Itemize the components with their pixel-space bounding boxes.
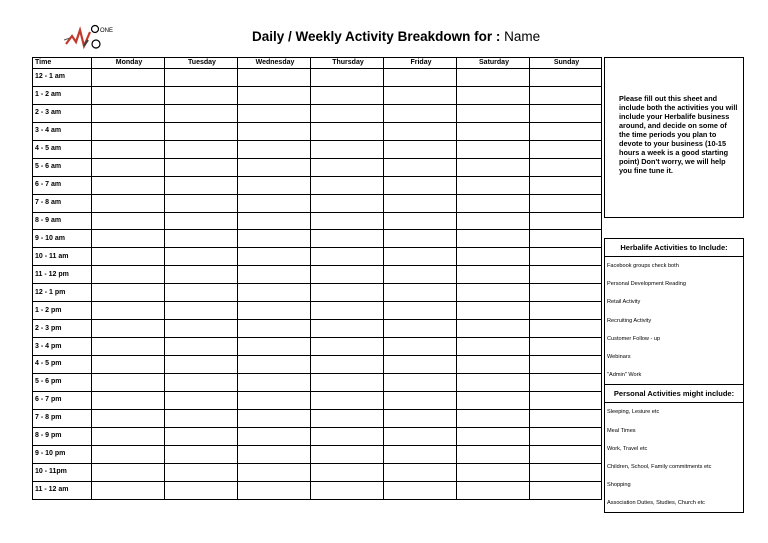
time-slot-label: 1 - 2 pm <box>33 302 92 320</box>
schedule-cell-tuesday[interactable] <box>165 463 238 481</box>
schedule-cell-saturday[interactable] <box>457 445 530 463</box>
herbalife-activity-item: Facebook groups check both <box>607 263 679 269</box>
schedule-cell-thursday[interactable] <box>311 122 384 140</box>
schedule-cell-wednesday[interactable] <box>238 176 311 194</box>
schedule-cell-friday[interactable] <box>384 356 457 374</box>
schedule-cell-sunday[interactable] <box>530 302 602 320</box>
schedule-cell-thursday[interactable] <box>311 266 384 284</box>
schedule-cell-saturday[interactable] <box>457 409 530 427</box>
schedule-cell-monday[interactable] <box>92 338 165 356</box>
schedule-cell-saturday[interactable] <box>457 140 530 158</box>
schedule-cell-wednesday[interactable] <box>238 69 311 87</box>
schedule-cell-monday[interactable] <box>92 104 165 122</box>
time-slot-label: 7 - 8 am <box>33 194 92 212</box>
table-row <box>33 104 602 122</box>
table-row <box>33 373 602 391</box>
schedule-cell-wednesday[interactable] <box>238 320 311 338</box>
schedule-cell-thursday[interactable] <box>311 158 384 176</box>
schedule-cell-wednesday[interactable] <box>238 212 311 230</box>
logo-text: ONE <box>100 28 114 34</box>
schedule-cell-monday[interactable] <box>92 176 165 194</box>
table-row <box>33 248 602 266</box>
schedule-cell-tuesday[interactable] <box>165 391 238 409</box>
schedule-cell-tuesday[interactable] <box>165 69 238 87</box>
schedule-cell-saturday[interactable] <box>457 230 530 248</box>
time-slot-label: 3 - 4 am <box>33 122 92 140</box>
herbalife-activity-item: Customer Follow - up <box>607 335 661 342</box>
schedule-cell-saturday[interactable] <box>457 320 530 338</box>
table-row <box>33 481 602 499</box>
schedule-cell-sunday[interactable] <box>530 320 602 338</box>
schedule-cell-saturday[interactable] <box>457 338 530 356</box>
schedule-cell-wednesday[interactable] <box>238 230 311 248</box>
schedule-cell-friday[interactable] <box>384 320 457 338</box>
schedule-cell-saturday[interactable] <box>457 356 530 374</box>
schedule-cell-monday[interactable] <box>92 302 165 320</box>
schedule-cell-thursday[interactable] <box>311 230 384 248</box>
schedule-cell-tuesday[interactable] <box>165 158 238 176</box>
table-row <box>33 409 602 427</box>
schedule-cell-wednesday[interactable] <box>238 194 311 212</box>
schedule-cell-sunday[interactable] <box>530 176 602 194</box>
schedule-cell-tuesday[interactable] <box>165 104 238 122</box>
table-row <box>33 463 602 481</box>
schedule-cell-friday[interactable] <box>384 266 457 284</box>
schedule-cell-sunday[interactable] <box>530 212 602 230</box>
schedule-cell-thursday[interactable] <box>311 140 384 158</box>
schedule-cell-thursday[interactable] <box>311 104 384 122</box>
schedule-cell-sunday[interactable] <box>530 338 602 356</box>
schedule-cell-tuesday[interactable] <box>165 86 238 104</box>
table-row <box>33 266 602 284</box>
schedule-cell-monday[interactable] <box>92 69 165 87</box>
schedule-cell-thursday[interactable] <box>311 373 384 391</box>
time-slot-label: 3 - 4 pm <box>33 338 92 356</box>
schedule-cell-sunday[interactable] <box>530 356 602 374</box>
herbalife-activity-item: Retail Activity <box>607 299 641 306</box>
schedule-cell-wednesday[interactable] <box>238 284 311 302</box>
schedule-cell-thursday[interactable] <box>311 284 384 302</box>
herbalife-activity-item: Webinars <box>607 353 631 360</box>
schedule-cell-friday[interactable] <box>384 427 457 445</box>
schedule-cell-monday[interactable] <box>92 248 165 266</box>
schedule-cell-sunday[interactable] <box>530 248 602 266</box>
time-slot-label: 4 - 5 am <box>33 140 92 158</box>
schedule-table <box>32 57 602 500</box>
schedule-cell-thursday[interactable] <box>311 391 384 409</box>
time-slot-label: 12 - 1 pm <box>33 284 92 302</box>
schedule-cell-wednesday[interactable] <box>238 391 311 409</box>
schedule-cell-friday[interactable] <box>384 230 457 248</box>
schedule-cell-friday[interactable] <box>384 481 457 499</box>
time-slot-label: 1 - 2 am <box>33 86 92 104</box>
schedule-cell-friday[interactable] <box>384 86 457 104</box>
table-row <box>33 427 602 445</box>
time-slot-label: 5 - 6 pm <box>33 373 92 391</box>
schedule-cell-friday[interactable] <box>384 338 457 356</box>
name-field[interactable]: Name <box>504 29 541 44</box>
schedule-cell-monday[interactable] <box>92 463 165 481</box>
schedule-cell-thursday[interactable] <box>311 248 384 266</box>
schedule-cell-saturday[interactable] <box>457 427 530 445</box>
schedule-cell-monday[interactable] <box>92 391 165 409</box>
schedule-cell-monday[interactable] <box>92 427 165 445</box>
schedule-cell-sunday[interactable] <box>530 427 602 445</box>
schedule-cell-saturday[interactable] <box>457 481 530 499</box>
schedule-cell-saturday[interactable] <box>457 373 530 391</box>
time-slot-label: 5 - 6 am <box>33 158 92 176</box>
schedule-cell-friday[interactable] <box>384 122 457 140</box>
schedule-cell-saturday[interactable] <box>457 69 530 87</box>
time-slot-label: 4 - 5 pm <box>33 356 92 374</box>
schedule-cell-tuesday[interactable] <box>165 373 238 391</box>
day-header-monday: Monday <box>92 58 165 69</box>
schedule-cell-saturday[interactable] <box>457 176 530 194</box>
schedule-cell-sunday[interactable] <box>530 373 602 391</box>
schedule-cell-tuesday[interactable] <box>165 266 238 284</box>
table-row <box>33 391 602 409</box>
personal-activity-item: Children, School, Family commitments etc <box>607 463 712 470</box>
schedule-cell-friday[interactable] <box>384 69 457 87</box>
personal-activity-item: Association Duties, Studies, Church etc <box>607 500 705 507</box>
schedule-cell-saturday[interactable] <box>457 463 530 481</box>
schedule-cell-thursday[interactable] <box>311 427 384 445</box>
schedule-cell-tuesday[interactable] <box>165 140 238 158</box>
schedule-cell-tuesday[interactable] <box>165 176 238 194</box>
schedule-cell-monday[interactable] <box>92 212 165 230</box>
schedule-cell-wednesday[interactable] <box>238 445 311 463</box>
personal-activity-item: Shopping <box>607 482 631 489</box>
time-slot-label: 12 - 1 am <box>33 69 92 87</box>
schedule-cell-saturday[interactable] <box>457 86 530 104</box>
time-slot-label: 11 - 12 am <box>33 481 92 499</box>
time-slot-label: 2 - 3 am <box>33 104 92 122</box>
schedule-cell-sunday[interactable] <box>530 104 602 122</box>
time-slot-label: 6 - 7 pm <box>33 391 92 409</box>
activities-list-box <box>604 238 744 513</box>
schedule-cell-wednesday[interactable] <box>238 86 311 104</box>
table-row <box>33 320 602 338</box>
schedule-cell-sunday[interactable] <box>530 284 602 302</box>
schedule-cell-friday[interactable] <box>384 284 457 302</box>
schedule-cell-friday[interactable] <box>384 140 457 158</box>
schedule-cell-wednesday[interactable] <box>238 302 311 320</box>
table-row <box>33 212 602 230</box>
schedule-cell-tuesday[interactable] <box>165 248 238 266</box>
day-header-friday: Friday <box>384 58 457 69</box>
herbalife-activity-item: "Admin" Work <box>607 372 642 379</box>
personal-activities-heading: Personal Activities might include: <box>605 384 743 403</box>
schedule-cell-wednesday[interactable] <box>238 481 311 499</box>
personal-activity-item: Sleeping, Lesiure etc <box>607 409 660 416</box>
schedule-cell-sunday[interactable] <box>530 69 602 87</box>
time-column-header: Time <box>33 58 92 69</box>
table-row <box>33 356 602 374</box>
table-row <box>33 338 602 356</box>
schedule-cell-thursday[interactable] <box>311 320 384 338</box>
schedule-cell-tuesday[interactable] <box>165 284 238 302</box>
schedule-cell-thursday[interactable] <box>311 463 384 481</box>
schedule-cell-friday[interactable] <box>384 445 457 463</box>
schedule-header-row <box>33 58 602 69</box>
schedule-cell-friday[interactable] <box>384 158 457 176</box>
schedule-cell-thursday[interactable] <box>311 356 384 374</box>
schedule-cell-tuesday[interactable] <box>165 230 238 248</box>
schedule-cell-tuesday[interactable] <box>165 212 238 230</box>
time-slot-label: 11 - 12 pm <box>33 266 92 284</box>
logo <box>62 22 122 52</box>
schedule-cell-friday[interactable] <box>384 104 457 122</box>
schedule-cell-sunday[interactable] <box>530 409 602 427</box>
table-row <box>33 176 602 194</box>
schedule-cell-sunday[interactable] <box>530 86 602 104</box>
herbalife-activity-item: Personal Development Reading <box>607 281 686 288</box>
schedule-cell-friday[interactable] <box>384 463 457 481</box>
day-header-saturday: Saturday <box>457 58 530 69</box>
schedule-cell-sunday[interactable] <box>530 230 602 248</box>
schedule-cell-saturday[interactable] <box>457 302 530 320</box>
day-header-wednesday: Wednesday <box>238 58 311 69</box>
schedule-cell-tuesday[interactable] <box>165 427 238 445</box>
schedule-cell-tuesday[interactable] <box>165 194 238 212</box>
schedule-cell-monday[interactable] <box>92 86 165 104</box>
schedule-cell-friday[interactable] <box>384 373 457 391</box>
schedule-cell-sunday[interactable] <box>530 266 602 284</box>
schedule-cell-monday[interactable] <box>92 409 165 427</box>
schedule-cell-thursday[interactable] <box>311 176 384 194</box>
schedule-cell-friday[interactable] <box>384 391 457 409</box>
schedule-cell-wednesday[interactable] <box>238 158 311 176</box>
schedule-cell-friday[interactable] <box>384 194 457 212</box>
schedule-cell-saturday[interactable] <box>457 391 530 409</box>
schedule-cell-monday[interactable] <box>92 481 165 499</box>
schedule-cell-sunday[interactable] <box>530 194 602 212</box>
time-slot-label: 8 - 9 am <box>33 212 92 230</box>
schedule-cell-thursday[interactable] <box>311 69 384 87</box>
schedule-cell-wednesday[interactable] <box>238 122 311 140</box>
schedule-cell-thursday[interactable] <box>311 212 384 230</box>
schedule-cell-monday[interactable] <box>92 140 165 158</box>
schedule-cell-saturday[interactable] <box>457 248 530 266</box>
schedule-cell-monday[interactable] <box>92 122 165 140</box>
table-row <box>33 86 602 104</box>
table-row <box>33 158 602 176</box>
schedule-cell-wednesday[interactable] <box>238 463 311 481</box>
schedule-cell-wednesday[interactable] <box>238 140 311 158</box>
schedule-cell-tuesday[interactable] <box>165 320 238 338</box>
schedule-cell-friday[interactable] <box>384 248 457 266</box>
herbalife-activity-item: Recruiting Activity <box>607 317 652 324</box>
schedule-cell-thursday[interactable] <box>311 302 384 320</box>
schedule-cell-tuesday[interactable] <box>165 481 238 499</box>
schedule-cell-thursday[interactable] <box>311 194 384 212</box>
title-text: Daily / Weekly Activity Breakdown for : <box>252 29 505 44</box>
table-row <box>33 445 602 463</box>
herbalife-activities-heading: Herbalife Activities to Include: <box>605 239 743 257</box>
schedule-cell-monday[interactable] <box>92 194 165 212</box>
schedule-cell-sunday[interactable] <box>530 391 602 409</box>
table-row <box>33 194 602 212</box>
table-row <box>33 69 602 87</box>
schedule-cell-tuesday[interactable] <box>165 122 238 140</box>
page-title <box>252 29 540 44</box>
schedule-cell-monday[interactable] <box>92 356 165 374</box>
table-row <box>33 122 602 140</box>
schedule-cell-sunday[interactable] <box>530 140 602 158</box>
personal-activity-item: Meal Times <box>607 427 636 434</box>
schedule-cell-wednesday[interactable] <box>238 427 311 445</box>
schedule-cell-tuesday[interactable] <box>165 356 238 374</box>
schedule-cell-saturday[interactable] <box>457 158 530 176</box>
schedule-cell-wednesday[interactable] <box>238 409 311 427</box>
instructions-box <box>604 57 744 218</box>
schedule-cell-saturday[interactable] <box>457 104 530 122</box>
schedule-cell-wednesday[interactable] <box>238 104 311 122</box>
table-row <box>33 302 602 320</box>
time-slot-label: 8 - 9 pm <box>33 427 92 445</box>
schedule-cell-friday[interactable] <box>384 176 457 194</box>
schedule-cell-monday[interactable] <box>92 266 165 284</box>
schedule-cell-tuesday[interactable] <box>165 338 238 356</box>
schedule-cell-thursday[interactable] <box>311 445 384 463</box>
schedule-cell-saturday[interactable] <box>457 266 530 284</box>
table-row <box>33 230 602 248</box>
time-slot-label: 6 - 7 am <box>33 176 92 194</box>
schedule-cell-wednesday[interactable] <box>238 373 311 391</box>
time-slot-label: 10 - 11pm <box>33 463 92 481</box>
time-slot-label: 7 - 8 pm <box>33 409 92 427</box>
schedule-cell-sunday[interactable] <box>530 445 602 463</box>
schedule-cell-saturday[interactable] <box>457 212 530 230</box>
time-slot-label: 9 - 10 pm <box>33 445 92 463</box>
schedule-cell-thursday[interactable] <box>311 481 384 499</box>
schedule-cell-saturday[interactable] <box>457 194 530 212</box>
instructions-text: Please fill out this sheet and include both the activities you will include your Herbalife business around, and decide on some of the time periods you plan to devote to your business (10-15 hours a week is a good starting point) Don't worry, we will help you fine tune it. <box>619 94 738 175</box>
table-row <box>33 140 602 158</box>
time-slot-label: 9 - 10 am <box>33 230 92 248</box>
schedule-cell-friday[interactable] <box>384 409 457 427</box>
schedule-cell-saturday[interactable] <box>457 122 530 140</box>
schedule-cell-thursday[interactable] <box>311 86 384 104</box>
schedule-cell-saturday[interactable] <box>457 284 530 302</box>
schedule-cell-wednesday[interactable] <box>238 338 311 356</box>
day-header-thursday: Thursday <box>311 58 384 69</box>
schedule-cell-tuesday[interactable] <box>165 302 238 320</box>
schedule-cell-tuesday[interactable] <box>165 409 238 427</box>
schedule-cell-monday[interactable] <box>92 158 165 176</box>
schedule-cell-thursday[interactable] <box>311 409 384 427</box>
schedule-cell-sunday[interactable] <box>530 463 602 481</box>
schedule-cell-sunday[interactable] <box>530 158 602 176</box>
schedule-cell-monday[interactable] <box>92 284 165 302</box>
day-header-tuesday: Tuesday <box>165 58 238 69</box>
day-header-sunday: Sunday <box>530 58 602 69</box>
time-slot-label: 10 - 11 am <box>33 248 92 266</box>
schedule-cell-monday[interactable] <box>92 373 165 391</box>
schedule-cell-monday[interactable] <box>92 320 165 338</box>
schedule-cell-friday[interactable] <box>384 302 457 320</box>
schedule-cell-wednesday[interactable] <box>238 356 311 374</box>
schedule-cell-monday[interactable] <box>92 445 165 463</box>
schedule-cell-thursday[interactable] <box>311 338 384 356</box>
time-slot-label: 2 - 3 pm <box>33 320 92 338</box>
table-row <box>33 284 602 302</box>
schedule-cell-sunday[interactable] <box>530 481 602 499</box>
schedule-cell-wednesday[interactable] <box>238 248 311 266</box>
schedule-cell-tuesday[interactable] <box>165 445 238 463</box>
schedule-cell-sunday[interactable] <box>530 122 602 140</box>
schedule-cell-wednesday[interactable] <box>238 266 311 284</box>
schedule-cell-friday[interactable] <box>384 212 457 230</box>
schedule-cell-monday[interactable] <box>92 230 165 248</box>
personal-activity-item: Work, Travel etc <box>607 445 648 452</box>
